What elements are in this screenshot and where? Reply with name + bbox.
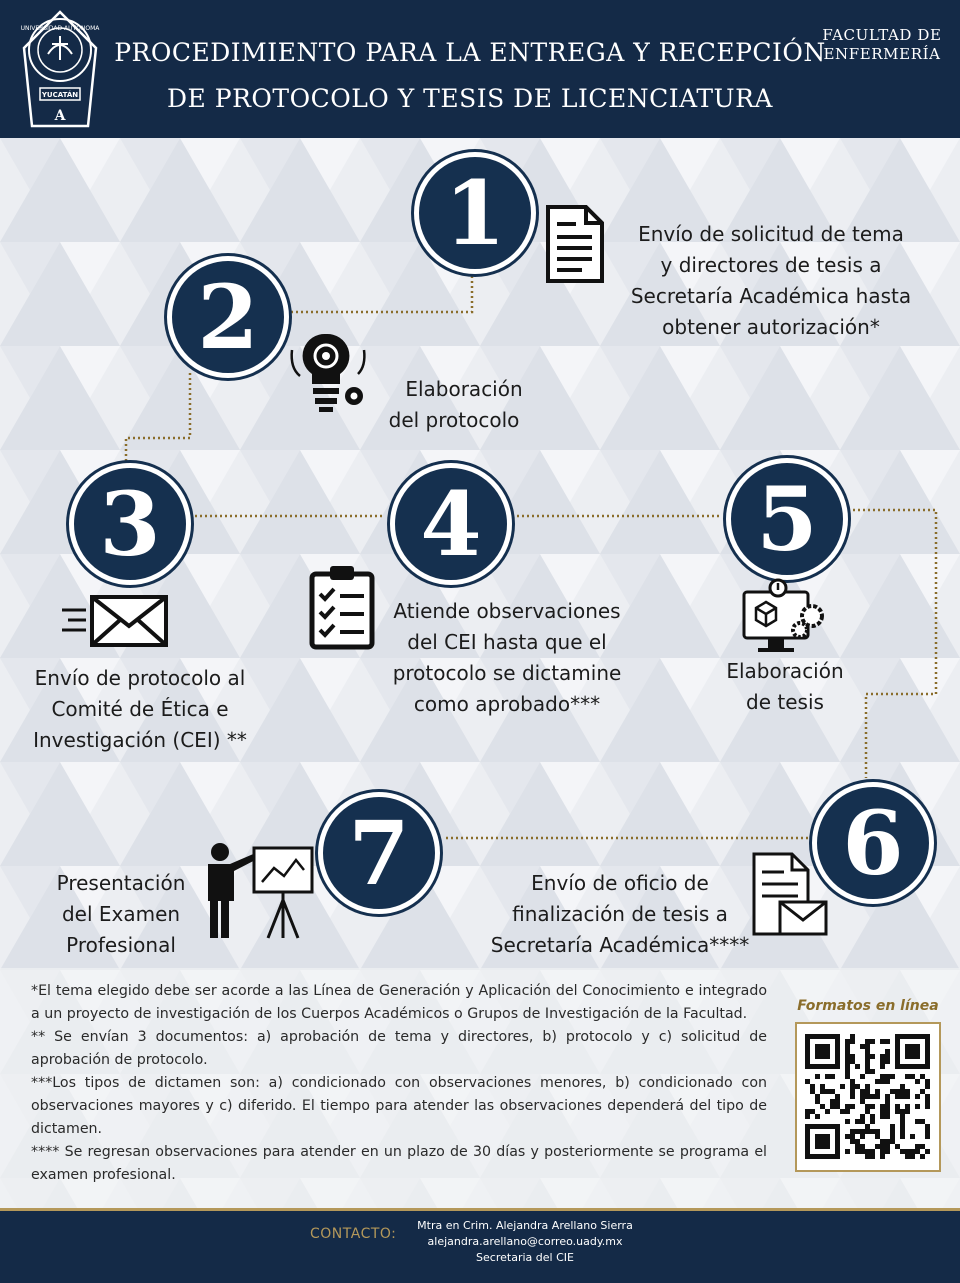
step-2-line: del protocolo [388,408,520,432]
step-1-line: Envío de solicitud de tema [638,222,904,246]
footnote-3: ***Los tipos de dictamen son: a) condicionado con observaciones menores, b) condicionado con observaciones mayores y c) diferido. El tiempo para atender las observaciones dependerá del tipo de dictamen. [31,1075,767,1137]
step-1-line: obtener autorización* [662,315,880,339]
step-1-line: Secretaría Académica hasta [630,284,912,308]
contact-email[interactable]: alejandra.arellano@correo.uady.mx [427,1235,623,1248]
formats-label: Formatos en línea [797,998,939,1014]
step-7-line: Profesional [66,933,176,957]
step-5-text [700,656,870,718]
step-1-line: y directores de tesis a [660,253,882,277]
step-4-text [366,596,648,720]
computer-gears-icon [740,578,832,660]
faculty-line-2: ENFERMERÍA [823,45,941,63]
step-5-line: de tesis [746,690,824,714]
step-6-line: Secretaría Académica**** [490,933,750,957]
university-logo [18,8,102,132]
page-title-line-1: PROCEDIMIENTO PARA LA ENTREGA Y RECEPCIÓN [114,38,826,67]
document-icon [544,204,606,284]
logo-letter: A [54,108,66,124]
step-6-line: Envío de oficio de [531,871,709,895]
contact-label: CONTACTO: [310,1226,397,1242]
step-2-text [364,374,544,436]
step-3-line: Investigación (CEI) ** [33,728,247,752]
footnote-4: **** Se regresan observaciones para atender en un plazo de 30 días y posteriormente se programa el examen profesional. [31,1144,767,1183]
step-4-line: como aprobado*** [413,692,601,716]
step-7-line: Presentación [56,871,186,895]
lightbulb-gear-icon [286,328,372,416]
footnote-1: *El tema elegido debe ser acorde a las Línea de Generación y Aplicación del Conocimiento e integrado a un proyecto de investigación de los Cuerpos Académicos o Grupos de Investigación de la Facultad. [31,983,767,1022]
presenter-icon [200,840,318,942]
logo-text-bottom: YUCATÁN [41,91,79,99]
contact-info [400,1218,650,1266]
step-3-line: Comité de Ética e [51,697,229,721]
step-6-number: 6 [812,782,934,904]
qr-code-image [797,1024,939,1170]
step-1-number: 1 [414,152,536,274]
footnote-2: ** Se envían 3 documentos: a) aprobación de tema y directores, b) protocolo y c) solicitud de aprobación de protocolo. [31,1029,767,1068]
step-5-line: Elaboración [726,659,844,683]
step-4-line: del CEI hasta que el [407,630,607,654]
qr-code[interactable] [795,1022,941,1172]
page-title-line-2: DE PROTOCOLO Y TESIS DE LICENCIATURA [167,84,773,113]
faculty-line-1: FACULTAD DE [822,26,942,44]
step-4-line: protocolo se dictamine [392,661,622,685]
logo-text-top: UNIVERSIDAD AUTÓNOMA [20,25,100,32]
contact-name: Mtra en Crim. Alejandra Arellano Sierra [417,1219,633,1232]
step-5-number: 5 [726,458,848,580]
step-6-text [470,868,770,961]
step-2-number: 2 [167,256,289,378]
step-3-number: 3 [69,463,191,585]
contact-role: Secretaria del CIE [476,1251,574,1264]
envelope-icon [60,592,170,650]
faculty-name [812,26,952,64]
step-3-line: Envío de protocolo al [34,666,246,690]
step-7-text [34,868,208,961]
step-3-text [4,663,276,756]
step-4-line: Atiende observaciones [393,599,621,623]
footnotes [31,980,767,1187]
step-7-number: 7 [318,792,440,914]
step-7-line: del Examen [61,902,181,926]
step-1-text [606,219,936,343]
step-4-number: 4 [390,463,512,585]
step-6-line: finalización de tesis a [512,902,728,926]
step-2-line: Elaboración [405,377,523,401]
page-title [110,30,830,122]
